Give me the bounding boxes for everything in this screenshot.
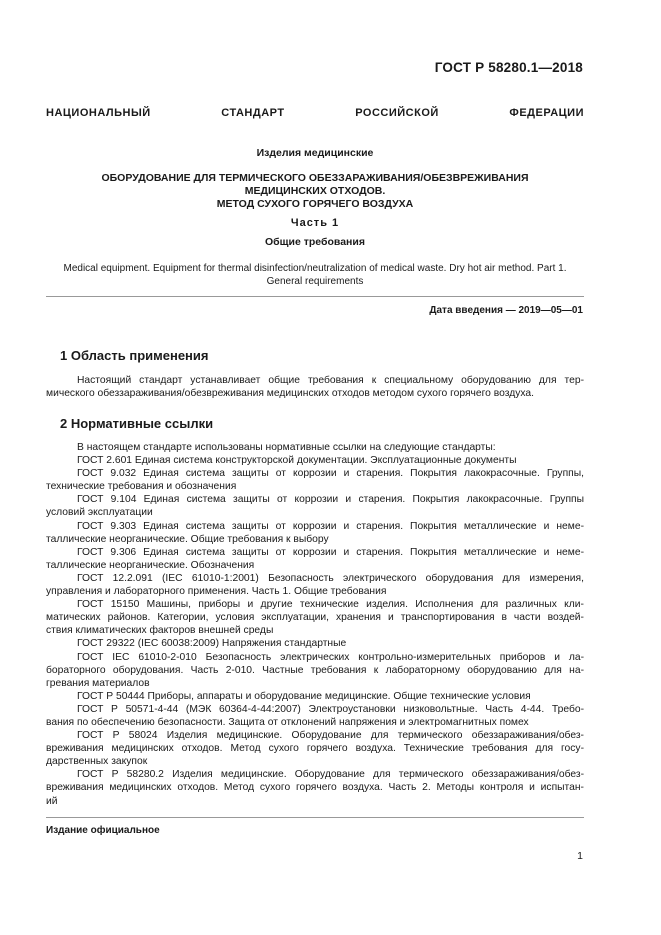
title-line: МЕДИЦИНСКИХ ОТХОДОВ.: [244, 185, 386, 197]
reference-item: [46, 651, 584, 690]
reference-line: вреживания медицинских отходов. Метод сухого горячего воздуха. Технические требования для госу-: [46, 743, 584, 755]
reference-line: ГОСТ 9.306 Единая система защиты от коррозии и старения. Покрытия металлические и неме-: [77, 546, 584, 558]
reference-line: ГОСТ 9.032 Единая система защиты от коррозии и старения. Покрытия лакокрасочные. Группы,: [77, 468, 584, 480]
reference-item: [46, 454, 584, 467]
reference-item: [46, 690, 584, 703]
part-label: Часть 1: [290, 217, 340, 229]
reference-line: ГОСТ 9.303 Единая система защиты от коррозии и старения. Покрытия металлические и неме-: [77, 520, 584, 532]
title-line: МЕТОД СУХОГО ГОРЯЧЕГО ВОЗДУХА: [216, 198, 414, 210]
reference-line: управления и лабораторного применения. Часть 1. Общие требования: [46, 586, 387, 598]
section-body: [46, 374, 584, 400]
reference-line: ГОСТ Р 58024 Изделия медицинские. Оборудование для термического обеззараживания/обез-: [77, 730, 584, 742]
english-title-line: Medical equipment. Equipment for thermal disinfection/neutralization of medical waste. Dry hot air method. Part 1.: [63, 263, 567, 274]
reference-line: ГОСТ Р 50444 Приборы, аппараты и оборудование медицинские. Общие технические условия: [77, 690, 531, 702]
reference-line: ГОСТ 15150 Машины, приборы и другие технические изделия. Исполнения для различных кли-: [77, 599, 584, 611]
reference-list: [46, 441, 584, 808]
edition-label: Издание официальное: [46, 825, 160, 836]
reference-item: [46, 768, 584, 807]
reference-line: вреживания медицинских отходов. Метод сухого горячего воздуха. Часть 2. Методы контроля и испытан-: [46, 782, 584, 794]
section-heading: 1 Область применения: [60, 348, 209, 363]
reference-line: бораторного оборудования. Часть 2-010. Частные требования к лабораторному оборудованию для на-: [46, 664, 584, 676]
reference-line: дарственных закупок: [46, 756, 148, 768]
reference-line: ГОСТ Р 58280.2 Изделия медицинские. Оборудование для термического обеззараживания/обез-: [77, 769, 584, 781]
divider: [46, 296, 584, 297]
part-subtitle: Общие требования: [265, 236, 365, 248]
body-line: мического обеззараживания/обезвреживания медицинских отходов методом сухого горячего воздуха.: [46, 388, 534, 400]
page-number: 1: [577, 850, 583, 862]
reference-line: таллические неорганические. Общие требования к выбору: [46, 533, 329, 545]
reference-line: ГОСТ 9.104 Единая система защиты от коррозии и старения. Покрытия лакокрасочные. Группы: [77, 494, 584, 506]
reference-item: [46, 520, 584, 546]
divider: [46, 817, 584, 818]
document-code: ГОСТ Р 58280.1—2018: [434, 60, 583, 75]
reference-item: [46, 637, 584, 650]
reference-item: [46, 467, 584, 493]
english-title-line: General requirements: [266, 276, 364, 287]
reference-line: В настоящем стандарте использованы нормативные ссылки на следующие стандарты:: [77, 442, 496, 453]
subject-heading: Изделия медицинские: [256, 147, 374, 159]
reference-line: гревания материалов: [46, 677, 150, 689]
reference-line: технические требования и обозначения: [46, 481, 237, 493]
reference-line: ГОСТ IEC 61010-2-010 Безопасность электрических контрольно-измерительных приборов и ла-: [77, 651, 584, 663]
reference-line: матических районов. Категории, условия эксплуатации, хранения и транспортирования в части воздей-: [46, 612, 584, 624]
title-line: ОБОРУДОВАНИЕ ДЛЯ ТЕРМИЧЕСКОГО ОБЕЗЗАРАЖИВАНИЯ/ОБЕЗВРЕЖИВАНИЯ: [101, 172, 529, 184]
reference-item: [46, 703, 584, 729]
reference-line: ГОСТ 12.2.091 (IEC 61010-1:2001) Безопасность электрического оборудования для измерения,: [77, 572, 584, 584]
reference-line: ий: [46, 795, 58, 807]
reference-line: ГОСТ 2.601 Единая система конструкторской документации. Эксплуатационные документы: [77, 455, 517, 467]
reference-item: [46, 441, 584, 454]
reference-item: [46, 546, 584, 572]
national-standard-banner: НАЦИОНАЛЬНЫЙ СТАНДАРТ РОССИЙСКОЙ ФЕДЕРАЦИИ: [46, 107, 584, 119]
introduction-date: Дата введения — 2019—05—01: [429, 305, 583, 316]
reference-item: [46, 598, 584, 637]
reference-line: условий эксплуатации: [46, 507, 153, 519]
reference-item: [46, 493, 584, 519]
body-line: Настоящий стандарт устанавливает общие требования к специальному оборудованию для тер-: [77, 375, 584, 386]
reference-line: ствия климатических факторов внешней среды: [46, 625, 274, 637]
reference-line: ГОСТ 29322 (IEC 60038:2009) Напряжения стандартные: [77, 638, 347, 650]
reference-item: [46, 729, 584, 768]
reference-line: таллические неорганические. Обозначения: [46, 559, 255, 571]
section-heading: 2 Нормативные ссылки: [60, 416, 214, 431]
reference-line: ГОСТ Р 50571-4-44 (МЭК 60364-4-44:2007) Электроустановки низковольтные. Часть 4-44. Требо-: [77, 703, 584, 715]
reference-line: вания по обеспечению безопасности. Защита от отклонений напряжения и электромагнитных помех: [46, 716, 529, 728]
reference-item: [46, 572, 584, 598]
